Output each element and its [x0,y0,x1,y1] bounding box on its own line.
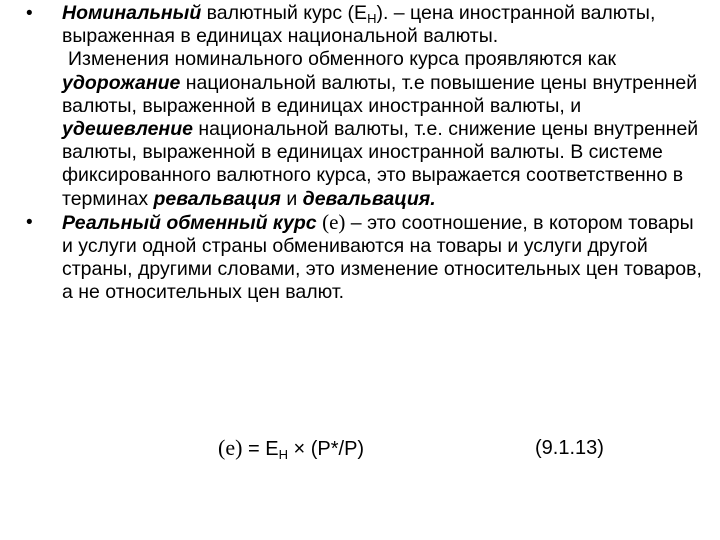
formula-subscript: H [278,447,288,462]
term-real-rate: Реальный обменный курс [62,211,317,234]
bullet-nominal-rate [26,2,706,211]
formula [218,434,364,463]
nominal-subscript: H [367,11,377,26]
real-rate-symbol: (e) [322,209,346,234]
changes-text-3: национальной валюты, т.е. снижение цены внутренней валюты, выраженной в единицах иностранной валюты. В системе фиксированного валютного курса, это выражается соответственно в терминах [62,118,699,210]
nominal-text-1: валютный курс (E [201,2,368,24]
nominal-text-2: ). – цена иностранной валюты, выраженная в единицах национальной валюты. [62,2,656,48]
real-text-2: – это соотношение, в котором товары и услуги одной страны обмениваются на товары и услуги другой страны, другими словами, это изменение относительных цен товаров, а не относительных цен валют. [62,211,702,304]
term-devaluation: девальвация [302,187,431,210]
term-appreciation: удорожание [62,71,181,94]
formula-rhs: × (P*/P) [287,438,365,460]
equation-number: (9.1.13) [535,437,604,459]
term-depreciation: удешевление [62,118,193,141]
changes-text-1: Изменения номинального обменного курса проявляются как [68,48,617,71]
bullet-icon: • [26,3,33,24]
real-definition [62,211,706,305]
nominal-changes-paragraph [62,48,706,210]
changes-text-2: национальной валюты, т.е повышение цены внутренней валюты, выраженной в единицах иностранной валюты, и [62,71,698,117]
formula-eq: = E [242,438,279,460]
term-revaluation: ревальвация [153,187,281,210]
nominal-definition [62,2,706,48]
formula-row [0,434,720,464]
changes-text-5: . [430,187,436,210]
bullet-icon: • [26,211,33,233]
bullet-real-rate [26,211,706,305]
term-nominal: Номинальный [62,2,202,24]
formula-lhs: (e) [218,435,243,460]
changes-text-4: и [280,187,303,210]
bullet-list [26,2,706,305]
